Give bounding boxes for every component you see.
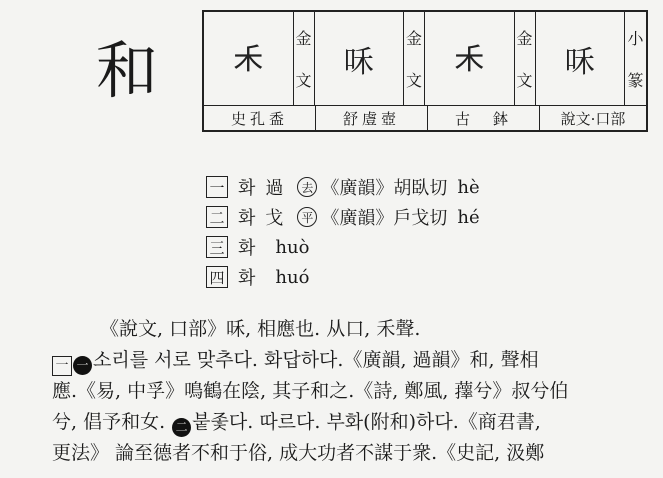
- form-tag-char: 小: [627, 28, 644, 48]
- script-forms-table: [202, 10, 648, 132]
- reading-romanization: huò: [275, 236, 310, 258]
- form-glyph: 𥝌: [454, 41, 485, 77]
- reading-row: [206, 172, 480, 202]
- headword: 和: [96, 34, 159, 107]
- reading-number: 二: [206, 206, 228, 228]
- definition-text: [52, 314, 658, 469]
- reading-row: [206, 262, 480, 292]
- sense-number-box: 一: [52, 356, 72, 376]
- reading-number: 三: [206, 236, 228, 258]
- definition-text-run: 소리를 서로 맞추다. 화답하다.《廣韻, 過韻》和, 聲相: [93, 349, 539, 371]
- tone-mark: 平: [297, 207, 317, 227]
- reading-fanqie: 戶戈切: [393, 208, 448, 229]
- form-tag-char: 金: [405, 28, 422, 48]
- sense-number-circle: 二: [172, 418, 191, 437]
- reading-romanization: huó: [275, 266, 310, 288]
- form-glyph: 咊: [564, 44, 595, 80]
- reading-hangul: 화: [238, 178, 256, 199]
- reading-source: 《廣韻》: [321, 178, 394, 199]
- definition-line: [52, 345, 658, 376]
- form-tag-char: 篆: [627, 71, 644, 91]
- reading-hangul: 화: [238, 238, 256, 259]
- reading-romanization: hé: [457, 206, 480, 228]
- reading-row: [206, 232, 480, 262]
- form-source: 舒䖒壺: [316, 106, 428, 130]
- reading-source: 《廣韻》: [321, 208, 394, 229]
- definition-text-run: 붙좇다. 따르다. 부화(附和)하다.《商君書,: [192, 411, 541, 433]
- form-tag: [514, 12, 536, 105]
- form-source: 古 鉢: [428, 106, 540, 130]
- reading-number: 一: [206, 176, 228, 198]
- form-glyph: 咊: [343, 44, 374, 80]
- reading-romanization: hè: [457, 176, 480, 198]
- definition-line: 《說文, 口部》咊, 相應也. 从口, 禾聲.: [100, 318, 421, 340]
- reading-number: 四: [206, 266, 228, 288]
- definition-line: [52, 407, 658, 438]
- form-tag: [624, 12, 646, 105]
- tone-mark: 去: [297, 177, 317, 197]
- form-tag-char: 文: [516, 71, 533, 91]
- readings-list: [206, 172, 480, 292]
- definition-text-run: 兮, 倡予和女.: [52, 411, 172, 433]
- form-tag: [293, 12, 315, 105]
- form-source: 史孔盉: [204, 106, 316, 130]
- form-tag-char: 文: [295, 71, 312, 91]
- form-tag-char: 文: [405, 71, 422, 91]
- reading-hangul: 화: [238, 208, 256, 229]
- reading-fanqie: 胡臥切: [393, 178, 448, 199]
- form-glyph: 𥝌: [233, 41, 264, 77]
- reading-rhyme-word: 過: [265, 178, 284, 199]
- definition-line: 更法》 論至德者不和于俗, 成大功者不謀于衆.《史記, 汲鄭: [52, 442, 545, 464]
- reading-row: [206, 202, 480, 232]
- form-tag-char: 金: [516, 28, 533, 48]
- reading-hangul: 화: [238, 268, 256, 289]
- sense-number-circle: 一: [73, 356, 92, 375]
- reading-rhyme-word: 戈: [265, 208, 284, 229]
- forms-source-row: [204, 106, 646, 130]
- form-source: 說文·口部: [560, 109, 626, 128]
- form-tag-char: 金: [295, 28, 312, 48]
- form-tag: [403, 12, 425, 105]
- forms-glyph-row: [204, 12, 646, 106]
- definition-line: 應.《易, 中孚》鳴鶴在陰, 其子和之.《詩, 鄭風, 蘀兮》叔兮伯: [52, 380, 569, 402]
